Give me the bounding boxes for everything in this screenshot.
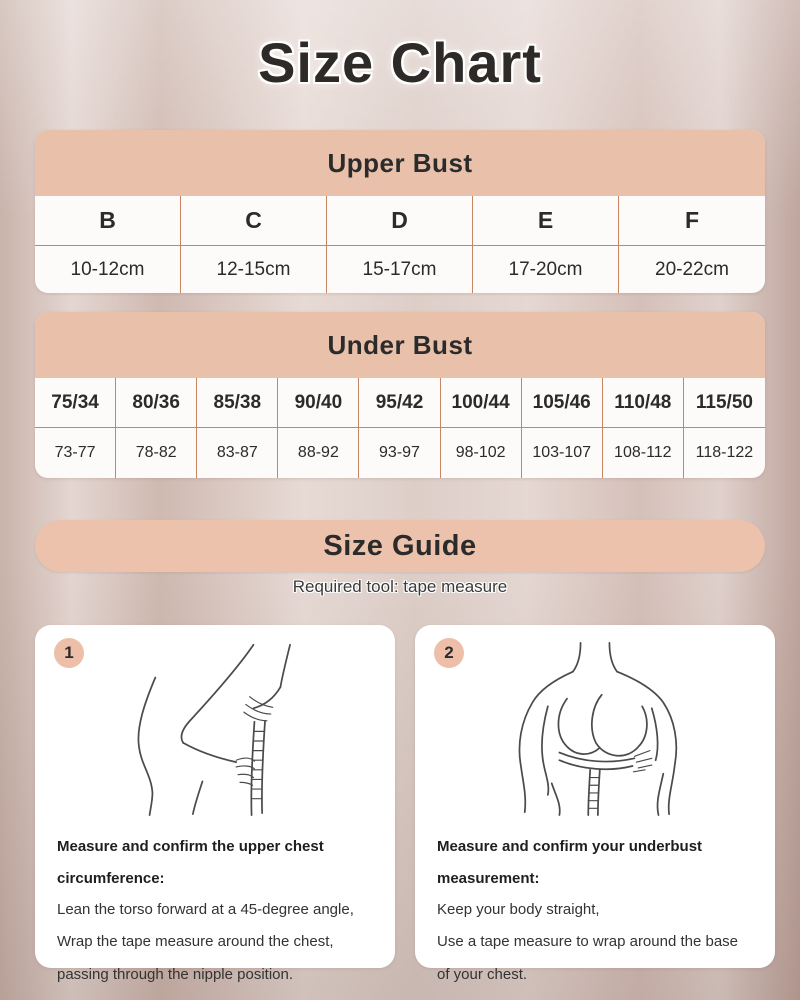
leaning-torso-tape-drawing <box>55 639 375 817</box>
size-guide-subtitle: Required tool: tape measure <box>292 577 508 596</box>
page-title: Size Chart <box>258 31 542 94</box>
upper-bust-range-value: 10-12cm <box>35 246 181 293</box>
step-number-badge: 1 <box>54 638 84 668</box>
upper-bust-range-value: 12-15cm <box>181 246 327 293</box>
size-guide-step-1-card <box>35 625 395 983</box>
upper-bust-cup-label: E <box>473 196 619 246</box>
under-bust-table <box>35 312 765 478</box>
upper-bust-table-header: Upper Bust <box>35 130 765 196</box>
step-1-text <box>35 823 395 991</box>
under-bust-size-label: 85/38 <box>197 378 278 428</box>
step-2-text <box>415 823 775 991</box>
under-bust-range-value: 98-102 <box>441 428 522 478</box>
upper-bust-cup-label: C <box>181 196 327 246</box>
under-bust-size-label: 90/40 <box>278 378 359 428</box>
underbust-measure-illustration <box>435 639 755 817</box>
upper-bust-range-value: 17-20cm <box>473 246 619 293</box>
under-bust-range-value: 108-112 <box>603 428 684 478</box>
under-bust-size-label: 105/46 <box>522 378 603 428</box>
size-guide-step-2-card <box>415 625 775 983</box>
straight-torso-tape-drawing <box>435 639 755 817</box>
under-bust-size-label: 80/36 <box>116 378 197 428</box>
under-bust-range-value: 78-82 <box>116 428 197 478</box>
size-guide-header: Size Guide <box>35 520 765 572</box>
upper-bust-table <box>35 130 765 293</box>
step-2-line: Use a tape measure to wrap around the base of your chest. <box>437 933 739 983</box>
under-bust-size-label: 110/48 <box>603 378 684 428</box>
under-bust-range-value: 73-77 <box>35 428 116 478</box>
under-bust-size-label: 95/42 <box>359 378 440 428</box>
upper-bust-cup-label: D <box>327 196 473 246</box>
upper-bust-cup-label: F <box>619 196 765 246</box>
upper-bust-cup-label: B <box>35 196 181 246</box>
upper-bust-table-body <box>35 196 765 293</box>
step-1-line: Wrap the tape measure around the chest, <box>57 933 334 951</box>
upper-chest-measure-illustration <box>55 639 375 817</box>
upper-bust-range-value: 15-17cm <box>327 246 473 293</box>
under-bust-size-label: 100/44 <box>441 378 522 428</box>
step-2-line: Keep your body straight, <box>437 901 600 918</box>
under-bust-range-value: 103-107 <box>522 428 603 478</box>
step-number-badge: 2 <box>434 638 464 668</box>
under-bust-size-label: 75/34 <box>35 378 116 428</box>
step-2-heading: Measure and confirm your underbust measurement: <box>437 838 703 887</box>
step-1-line: passing through the nipple position. <box>57 965 294 983</box>
under-bust-range-value: 93-97 <box>359 428 440 478</box>
upper-bust-range-value: 20-22cm <box>655 258 729 280</box>
under-bust-table-header: Under Bust <box>35 312 765 378</box>
under-bust-range-value: 88-92 <box>278 428 359 478</box>
step-1-line: Lean the torso forward at a 45-degree angle, <box>57 901 354 918</box>
under-bust-table-body <box>35 378 765 478</box>
under-bust-range-value: 83-87 <box>197 428 278 478</box>
step-1-heading: Measure and confirm the upper chest circumference: <box>57 838 324 887</box>
under-bust-range-value: 118-122 <box>695 444 754 461</box>
under-bust-size-label: 115/50 <box>684 378 765 428</box>
